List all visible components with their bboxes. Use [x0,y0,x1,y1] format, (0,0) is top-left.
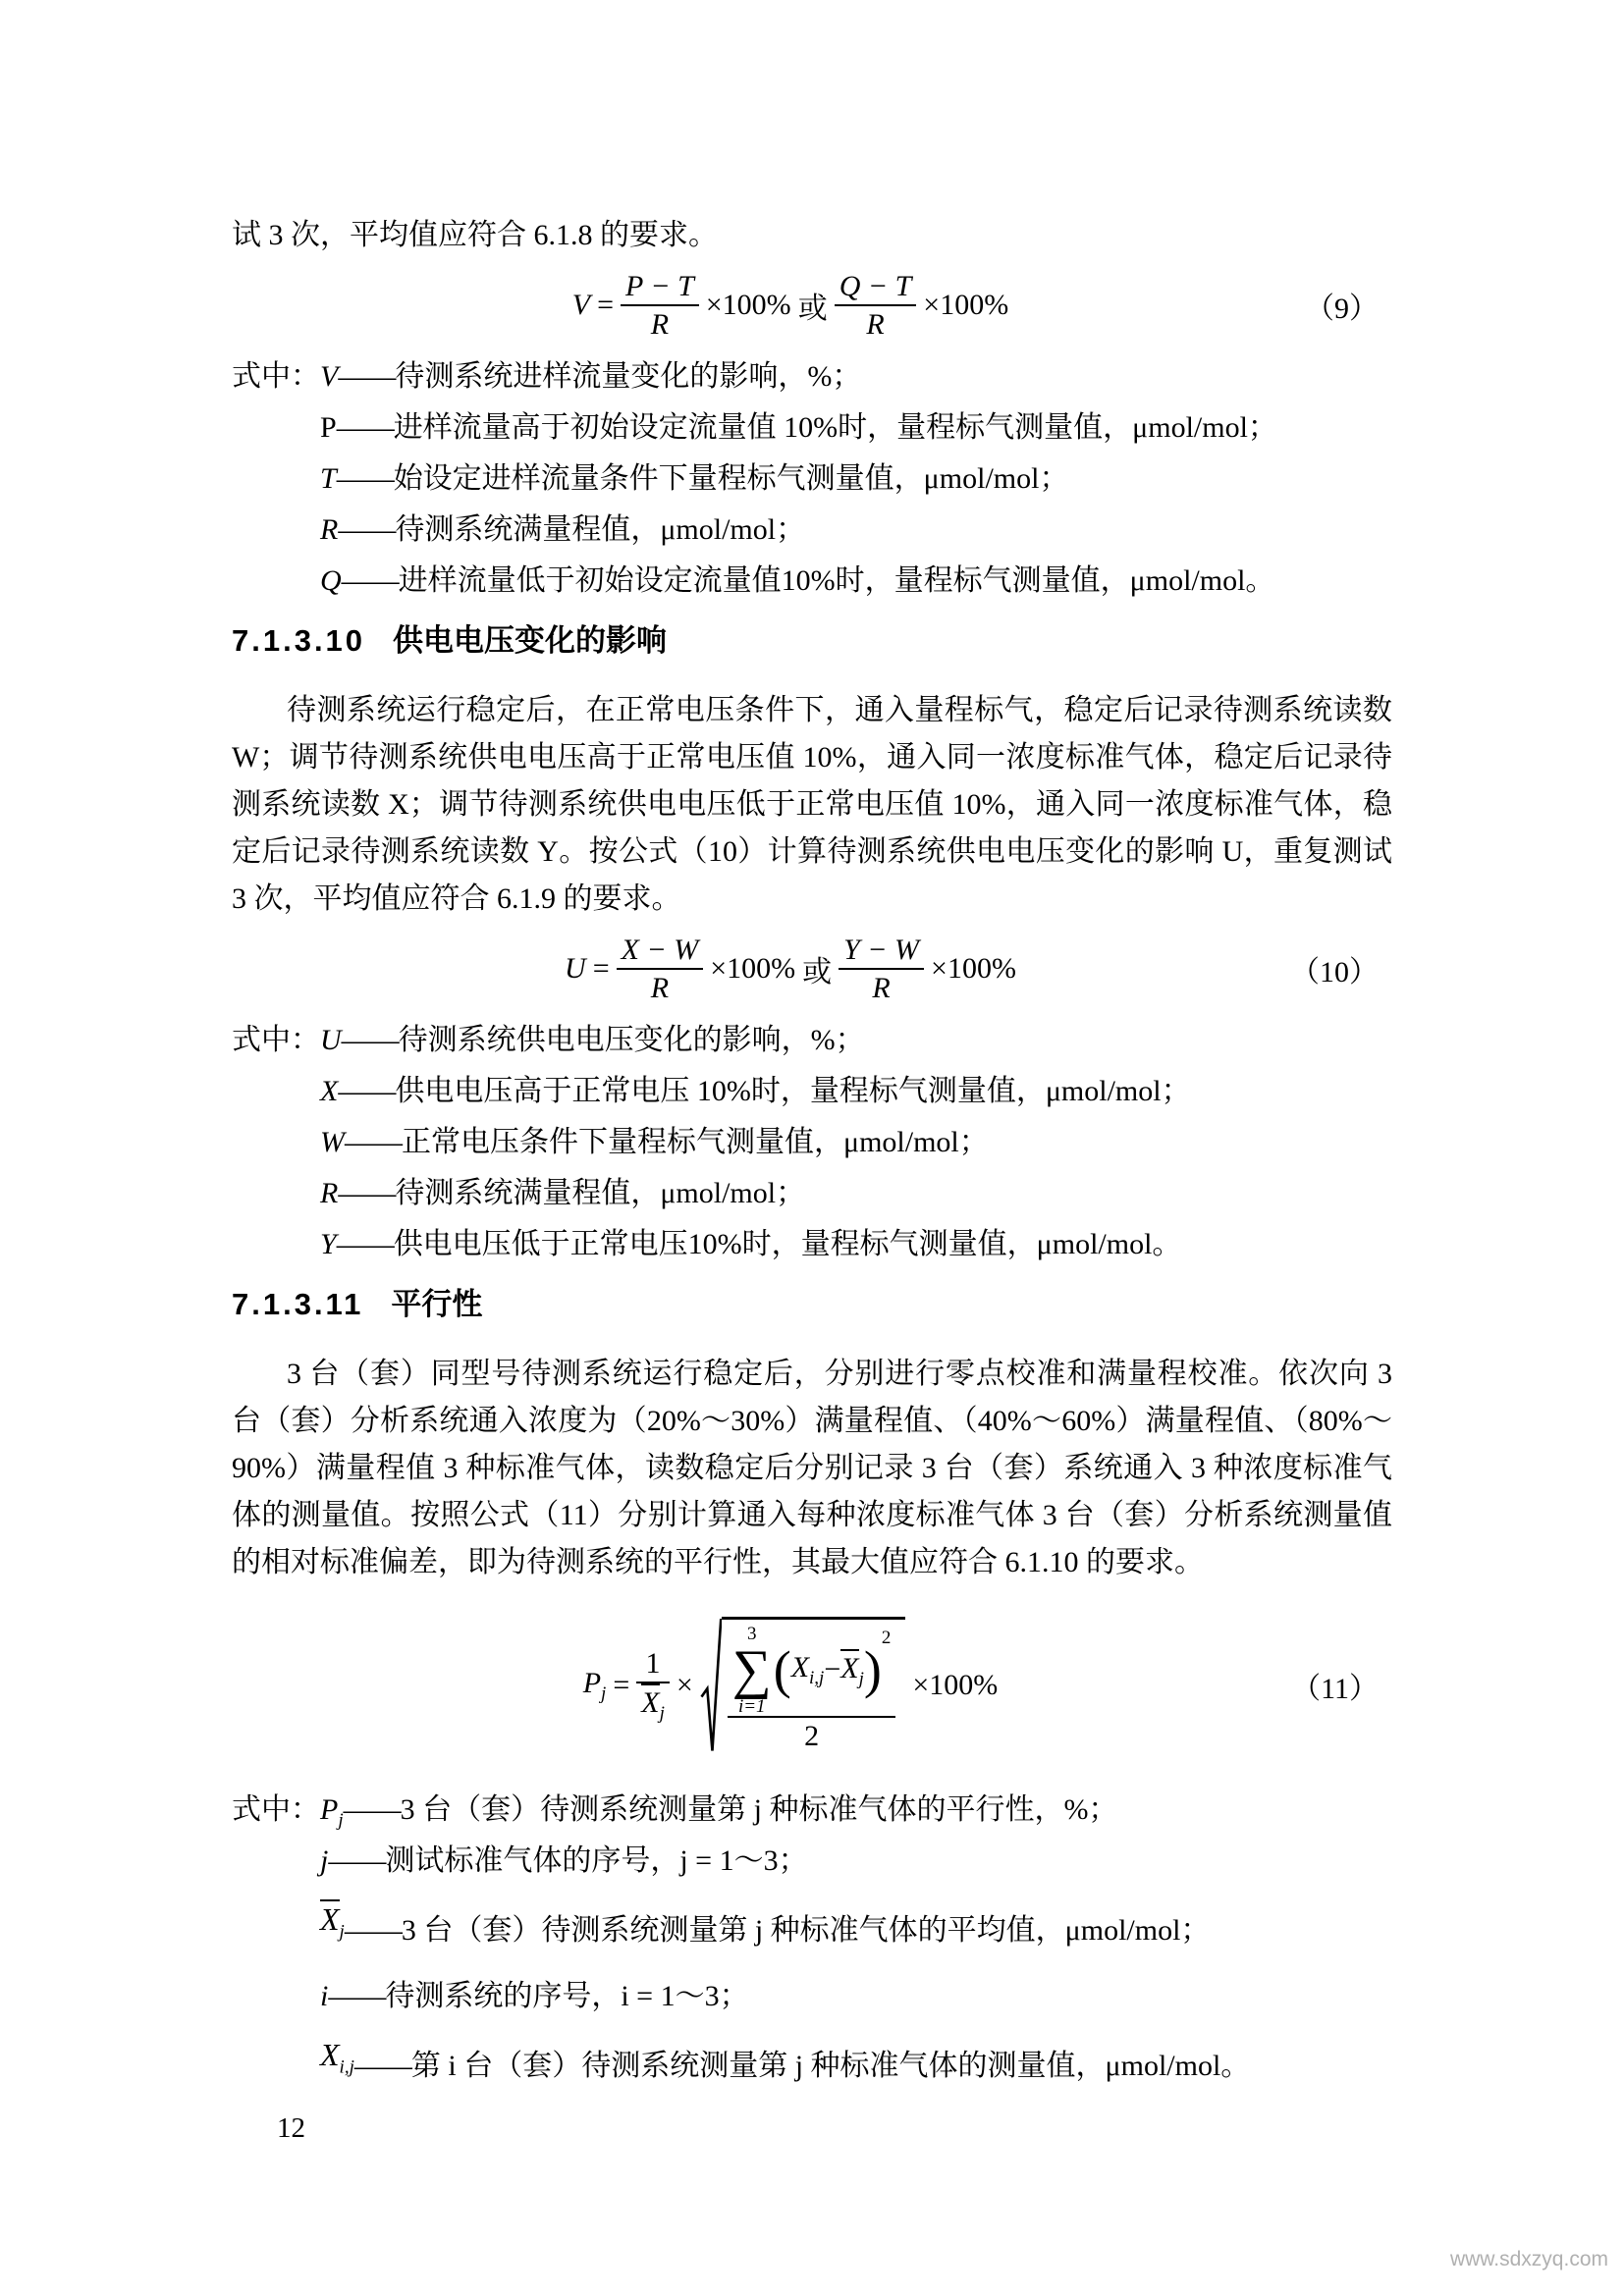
definition-row [232,351,1392,402]
exponent: 2 [881,1627,892,1648]
formula-number: （9） [1305,293,1379,325]
sum-lower-limit: i=1 [737,1695,766,1717]
symbol: P [320,411,337,444]
definition-row [232,1117,1392,1168]
definition-text: 待测系统进样流量变化的影响，%； [395,360,862,393]
symbol: j [320,1844,329,1877]
radical-sign [700,1617,722,1755]
times-sign: × [676,1669,693,1701]
radicand [722,1617,906,1755]
definition-row [232,1168,1392,1219]
fraction-denominator: R [621,304,699,344]
em-dash: —— [338,1177,396,1209]
definition-text: 进样流量高于初始设定流量值 10%时，量程标气测量值，μmol/mol； [393,411,1277,444]
fraction-denominator: R [835,304,917,344]
symbol: T [320,462,337,495]
symbol: X [320,1075,339,1107]
or-character: 或 [802,956,833,988]
square-root [700,1617,906,1755]
times-100-percent: ×100% [923,289,1009,321]
definition-row [232,1785,1392,1836]
definition-text: 正常电压条件下量程标气测量值，μmol/mol； [402,1126,989,1158]
where-label: 式中： [232,1793,320,1826]
em-dash: —— [336,411,394,444]
or-character: 或 [797,293,828,325]
fraction-numerator: Y − W [843,933,920,966]
symbol: U [320,1024,342,1056]
times-100-percent: ×100% [931,952,1016,985]
em-dash: —— [344,1914,402,1947]
formula-number: （10） [1290,956,1379,988]
times-100-percent: ×100% [705,289,791,321]
em-dash: —— [345,1126,402,1158]
definition-row [232,1066,1392,1117]
definition-text: 待测系统供电电压变化的影响，%； [398,1024,865,1056]
section-heading-7-1-3-10 [232,620,1392,662]
formula-10 [232,927,1392,1011]
definition-text: 3 台（套）待测系统测量第 j 种标准气体的平均值，μmol/mol； [401,1914,1211,1947]
subscript: j [601,1682,607,1704]
em-dash: —— [328,1844,386,1877]
intro-line: 试 3 次，平均值应符合 6.1.8 的要求。 [232,219,718,251]
formula-11 [232,1594,1392,1777]
definition-row [232,1219,1392,1270]
formula-10-definitions [232,1015,1392,1270]
em-dash: —— [328,1980,386,2012]
em-dash: —— [343,1793,401,1826]
definition-row [232,1015,1392,1066]
em-dash: —— [338,513,396,546]
definition-text: 供电电压低于正常电压10%时，量程标气测量值，μmol/mol。 [393,1228,1182,1260]
section-title: 供电电压变化的影响 [393,623,668,658]
fraction-numerator: Q − T [839,269,912,302]
sum-upper-limit: 3 [746,1623,757,1644]
subscript: i,j [809,1668,825,1689]
fraction-denominator: 2 [728,1716,896,1755]
fraction [835,268,917,344]
definition-row [232,1836,1392,1887]
subscript: j [858,1668,864,1689]
where-label: 式中： [232,360,320,393]
sigma-sign: ∑ [731,1638,772,1700]
fraction [617,932,704,1007]
em-dash: —— [338,360,396,393]
section-title: 平行性 [391,1287,483,1321]
where-label: 式中： [232,1024,320,1056]
section-7-1-3-11-paragraph: 3 台（套）同型号待测系统运行稳定后，分别进行零点校准和满量程校准。依次向 3 台（套）分析系统通入浓度为（20%～30%）满量程值、（40%～60%）满量程值、（80%～90%）满量程值 3 种标准气体，读数稳定后分别记录 3 台（套）系统通入 3 种浓度标准气体的测量值。按照公式（11）分别计算通入每种浓度标准气体 3 台（套）分析系统测量值的相对标准偏差，即为待测系统的平行性，其最大值应符合 6.1.10 的要求。 [232,1358,1392,1578]
definition-row [232,505,1392,556]
subscript: j [338,1810,344,1831]
fraction-numerator: P − T [625,269,694,302]
formula10-lhs: U [565,952,586,985]
section-7-1-3-10-paragraph: 待测系统运行稳定后，在正常电压条件下，通入量程标气，稳定后记录待测系统读数 W；调节待测系统供电电压高于正常电压值 10%，通入同一浓度标准气体，稳定后记录待测系统读数 X；调节待测系统供电电压低于正常电压值 10%，通入同一浓度标准气体，稳定后记录待测系统读数 Y。按公式（10）计算待测系统供电电压变化的影响 U，重复测试 3 次，平均值应符合 6.1.9 的要求。 [232,694,1392,915]
symbol: Q [320,564,342,597]
section-heading-7-1-3-11 [232,1284,1392,1325]
definition-row [232,454,1392,505]
term-xbar-j [840,1649,864,1691]
fraction [728,1625,896,1755]
section-number: 7.1.3.10 [232,623,366,658]
formula-9 [232,263,1392,347]
em-dash: —— [336,462,394,495]
minus-sign: − [824,1653,841,1686]
fraction-denominator: R [617,968,704,1007]
em-dash: —— [341,1024,399,1056]
definition-row [232,1887,1392,1971]
em-dash: —— [341,564,399,597]
definition-text: 待测系统满量程值，μmol/mol； [395,513,806,546]
formula-number: （11） [1291,1673,1379,1705]
definition-text: 3 台（套）待测系统测量第 j 种标准气体的平行性，%； [400,1793,1118,1826]
equals-sign: = [592,952,610,985]
definition-row [232,402,1392,454]
fraction [839,932,924,1007]
times-100-percent: ×100% [710,952,796,985]
definition-text: 待测系统的序号，i = 1～3； [385,1980,749,2012]
definition-row [232,1971,1392,2022]
symbol: Y [320,1228,337,1260]
fraction [621,268,699,344]
definition-text: 测试标准气体的序号，j = 1～3； [385,1844,808,1877]
x-bar: X [641,1683,659,1719]
fraction-numerator [728,1625,896,1716]
definition-text: 进样流量低于初始设定流量值10%时，量程标气测量值，μmol/mol。 [398,564,1275,597]
watermark: www.sdxzyq.com [1449,2248,1608,2270]
definition-text: 第 i 台（套）待测系统测量第 j 种标准气体的测量值，μmol/mol。 [410,2050,1251,2082]
term-xij: $X_{i,j}$ [790,1651,825,1689]
symbol: R [320,513,339,546]
times-100-percent: ×100% [912,1669,999,1701]
open-paren: ( [773,1640,791,1700]
symbol: W [320,1126,345,1158]
fraction-numerator: X − W [621,933,699,966]
fraction [636,1645,670,1726]
symbol: $P_j$ [320,1793,344,1831]
formula9-lhs: V [571,289,591,321]
subscript: j [659,1703,665,1725]
x-bar: X [320,1901,340,1937]
symbol [320,1877,345,1974]
symbol: V [320,360,339,393]
section-number: 7.1.3.11 [232,1287,364,1321]
symbol: i [320,1980,329,2012]
fraction-numerator: 1 [645,1646,661,1680]
definition-text: 始设定进样流量条件下量程标气测量值，μmol/mol； [393,462,1069,495]
em-dash: —— [353,2050,411,2082]
equals-sign: = [613,1669,630,1701]
equals-sign: = [597,289,615,321]
definition-text: 供电电压高于正常电压 10%时，量程标气测量值，μmol/mol； [395,1075,1191,1107]
symbol: $X_{i,j}$ [320,2037,354,2078]
fraction-denominator: R [839,968,924,1007]
definition-row [232,556,1392,607]
formula-11-definitions [232,1785,1392,2107]
close-paren: ) [863,1640,882,1700]
symbol: R [320,1177,339,1209]
page-number: 12 [277,2112,305,2144]
em-dash: —— [338,1075,396,1107]
definition-text: 待测系统满量程值，μmol/mol； [395,1177,806,1209]
subscript: j [339,1921,345,1943]
summation [732,1625,772,1716]
subscript: i,j [339,2056,354,2078]
formula-9-definitions [232,351,1392,607]
em-dash: —— [336,1228,394,1260]
fraction-denominator [636,1682,670,1726]
formula11-lhs: $P_j$ [582,1666,607,1704]
x-bar: X [840,1649,858,1684]
definition-row [232,2022,1392,2107]
